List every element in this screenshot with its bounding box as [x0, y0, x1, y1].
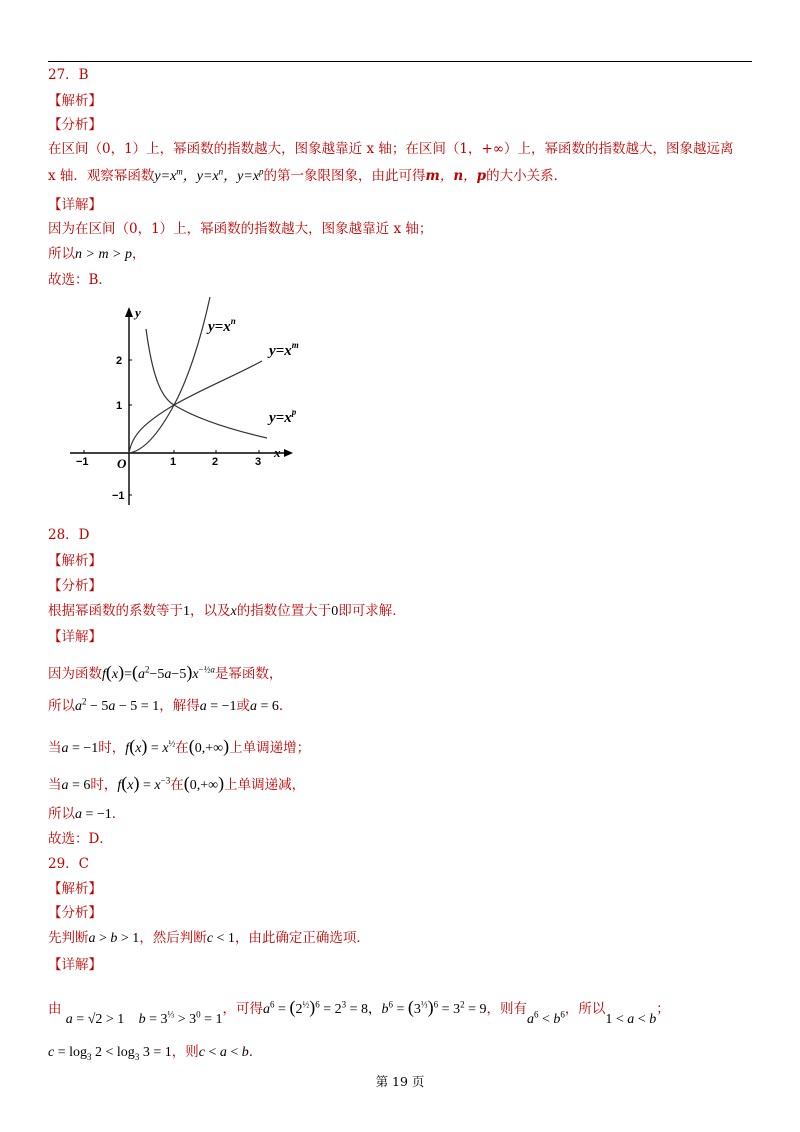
q29-a6: $a^6 = (2^{\frac{1}{2}})^6 = 2^3 = 8$: [263, 997, 369, 1017]
q28-answer: 故选：D．: [48, 831, 113, 847]
q27-analysis-line1: 在区间（0，1）上，幂函数的指数越大，图象越靠近 x 轴；在区间（1，+∞）上，幂函数的指数越大，图象越远离: [48, 141, 734, 157]
q29-ab: a > b > 1: [88, 931, 140, 946]
q28-line5-d: 上单调递减，: [224, 777, 306, 793]
q28-line5-a: 当: [48, 777, 62, 793]
q27-detail-line2: [48, 245, 146, 264]
q28-final: a = −1: [75, 807, 112, 822]
curve-p-label-text: y=x: [269, 410, 292, 426]
y-tick-label-2: 2: [116, 355, 123, 367]
q27-analysis-label: 【解析】: [48, 93, 102, 109]
q27-line4-a: 所以: [48, 246, 75, 262]
q28-line5-b: 时，: [90, 777, 118, 793]
x-tick-label-2: 2: [212, 456, 219, 468]
q28-function-def: $f(x)=(a^2-5a-5)x^{-\frac{1}{2}a}$: [102, 662, 215, 682]
q29-a-value: a = √2 > 1: [65, 1012, 125, 1027]
q28-line2-b: 是幂函数，: [214, 666, 283, 682]
q27-xiangjie-label: 【详解】: [48, 197, 102, 213]
q28-case1-fn: $f(x) = x^{\frac{1}{2}}$: [125, 736, 176, 756]
q29-fenxi-label: 【分析】: [48, 905, 102, 921]
q28-line1-d: 即可求解．: [338, 603, 406, 619]
q27-fenxi-label: 【分析】: [48, 117, 102, 133]
q27-line2-b: 的第一象限图象，由此可得: [263, 168, 426, 184]
q28-one: 1: [183, 604, 190, 619]
q28-line5-c: 在: [170, 777, 184, 793]
y-tick-label-1: 1: [116, 400, 123, 412]
q29-b-value: $b = 3^{\frac{1}{3}} > 3^0 = 1$: [138, 1009, 223, 1027]
q28-line6-b: ．: [111, 806, 126, 822]
q27-line4-b: ，: [132, 246, 146, 262]
q29-line3-c: ．: [248, 1044, 263, 1060]
q27-detail-line1: 因为在区间（0，1）上，幂函数的指数越大，图象越靠近 x 轴；: [48, 221, 433, 237]
curve-m-label-text: y=x: [269, 343, 292, 359]
q29-line1-c: ，由此确定正确选项．: [234, 930, 370, 946]
q28-line4-c: 在: [175, 740, 189, 756]
q28-x: x: [230, 604, 237, 619]
origin-label: O: [117, 456, 127, 471]
y-tick-label-neg1: −1: [112, 490, 125, 502]
q28-line4-a: 当: [48, 740, 62, 756]
q29-detail-line2: [48, 1043, 262, 1062]
q29-detail-line1: 由 a = √2 > 1 $b = 3^{\frac{1}{3}} > 3^0 = 1$，可得$a^6 = (2^{\frac{1}{2}})^6 = 2^3 = 8$，$b^6 = (3^{\frac{1}{3}})^6 = 3^2 = 9$，则有$a^6 < b^6$，所以1 < a < b；: [48, 997, 670, 1027]
q28-xiangjie-label: 【详解】: [48, 629, 102, 645]
q28-line6-a: 所以: [48, 806, 75, 822]
q28-case1: a = −1: [61, 741, 99, 756]
q29-a6-lt-b6: $a^6 < b^6$: [526, 1009, 565, 1027]
curve-n-label: [206, 316, 236, 335]
q28-line4-d: 上单调递增；: [229, 740, 311, 756]
q28-line3-b: ，解得: [159, 698, 200, 714]
q28-interval2: (0,+∞): [183, 773, 225, 793]
q29-line1-a: 先判断: [48, 930, 89, 946]
q27-power-functions: $y=x^m$，$y=x^n$，$y=x^p$: [154, 166, 264, 184]
q29-header: 29．C: [48, 856, 90, 872]
q29-c: c < 1: [206, 931, 235, 946]
q28-equation: $a^2 - 5a - 5 = 1$: [75, 696, 160, 714]
q28-case2-fn: $f(x) = x^{-3}$: [117, 773, 171, 793]
q28-case2: a = 6: [61, 778, 91, 793]
x-tick-label-1: 1: [170, 456, 177, 468]
q29-analysis-line: [48, 929, 370, 948]
q29-line2-a: 由: [48, 1001, 62, 1017]
q27-line2-c: 的大小关系．: [486, 168, 568, 184]
x-tick-label-3: 3: [255, 456, 262, 468]
q28-line3-d: ．: [278, 698, 293, 714]
curve-m-label: [267, 340, 299, 359]
q28-detail-line4: [48, 772, 305, 797]
q28-detail-line2: [48, 697, 292, 716]
q28-line3-a: 所以: [48, 698, 75, 714]
q27-line2-a: x 轴．观察幂函数: [48, 168, 155, 184]
q28-interval1: (0,+∞): [188, 736, 230, 756]
top-rule: [48, 61, 752, 62]
q27-answer: 故选：B．: [48, 272, 112, 288]
q29-line1-b: ，然后判断: [139, 930, 207, 946]
q29-line2-c: ，则有: [486, 1001, 527, 1017]
x-axis-arrow: [284, 449, 293, 457]
q28-analysis-label: 【解析】: [48, 553, 102, 569]
q27-mnp: m，n，p: [425, 168, 487, 184]
q28-line2-a: 因为函数: [48, 666, 102, 682]
power-function-graph: [62, 293, 302, 513]
y-axis-arrow: [125, 307, 133, 317]
page-number: 第 19 页: [375, 1074, 425, 1089]
q29-final-order: c < a < b: [198, 1045, 249, 1060]
q28-fenxi-label: 【分析】: [48, 578, 102, 594]
q28-solution2: a = 6: [250, 699, 279, 714]
q28-line1-a: 根据幂函数的系数等于: [48, 603, 183, 619]
q29-line2-b: ，可得: [222, 1001, 264, 1017]
q28-analysis-line: [48, 602, 406, 621]
q28-line1-b: ，以及: [190, 603, 231, 619]
q28-detail-line1: [48, 661, 282, 686]
y-axis-label: y: [135, 305, 141, 320]
curve-p-label: [267, 407, 297, 426]
curve-m-exponent: m: [291, 340, 299, 350]
q29-order1: 1 < a < b: [605, 1012, 657, 1027]
x-tick-label-neg1: −1: [76, 456, 89, 468]
q28-header: 28．D: [48, 527, 90, 543]
curve-m: [129, 361, 262, 453]
q29-line2-e: ；: [656, 1001, 670, 1017]
curve-n-label-text: y=x: [208, 319, 231, 335]
q29-line3-b: ，则: [171, 1044, 199, 1060]
q28-detail-line3: [48, 735, 310, 760]
q29-xiangjie-label: 【详解】: [48, 957, 102, 973]
q27-inequality: n > m > p: [75, 247, 133, 262]
q29-c-value: $c = \log_3 2 < \log_3 3 = 1$: [48, 1045, 172, 1062]
curve-p-exponent: p: [291, 407, 297, 417]
q27-analysis-line2: [48, 167, 567, 186]
q29-line2-d: ，所以: [564, 1001, 606, 1017]
q28-line1-c: 的指数位置大于: [236, 603, 332, 619]
x-axis-label: x: [274, 445, 281, 460]
q27-header: 27．B: [48, 67, 89, 83]
q29-b6: $b^6 = (3^{\frac{1}{3}})^6 = 3^2 = 9$: [381, 997, 487, 1017]
q28-solution1: a = −1: [199, 699, 237, 714]
q28-zero: 0: [331, 604, 339, 619]
q28-detail-line5: [48, 805, 125, 824]
curve-n-exponent: n: [230, 316, 236, 326]
q29-analysis-label: 【解析】: [48, 881, 102, 897]
q28-line4-b: 时，: [98, 740, 126, 756]
q28-line3-c: 或: [236, 698, 250, 714]
